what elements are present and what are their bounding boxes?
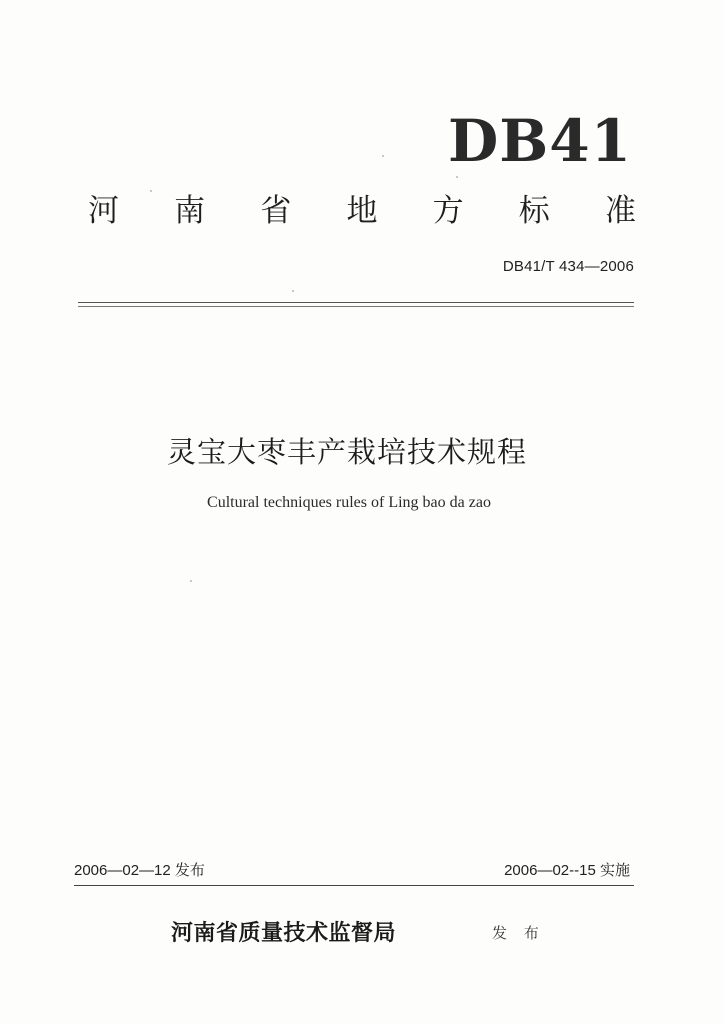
category-char: 标 bbox=[518, 193, 550, 229]
standard-category bbox=[88, 193, 636, 229]
document-title-chinese: 灵宝大枣丰产栽培技术规程 bbox=[166, 435, 527, 469]
standard-logo: DB41 bbox=[447, 107, 632, 175]
category-char: 准 bbox=[604, 193, 636, 229]
category-char: 河 bbox=[88, 193, 119, 229]
publish-label: 发 布 bbox=[492, 924, 545, 942]
scan-speck bbox=[190, 580, 192, 582]
document-title-english: Cultural techniques rules of Ling bao da zao bbox=[207, 494, 491, 511]
scan-speck bbox=[382, 155, 384, 157]
issuing-authority: 河南省质量技术监督局 bbox=[171, 920, 397, 946]
implementation-date: 2006—02--15 实施 bbox=[504, 862, 630, 879]
category-char: 地 bbox=[346, 193, 378, 229]
scan-speck bbox=[150, 190, 152, 192]
issue-date: 2006—02—12 发布 bbox=[74, 862, 205, 879]
header-divider bbox=[78, 302, 634, 307]
scan-speck bbox=[456, 176, 458, 178]
standard-number: DB41/T 434—2006 bbox=[502, 258, 634, 275]
category-char: 省 bbox=[260, 193, 292, 229]
category-char: 方 bbox=[432, 193, 464, 229]
footer-divider bbox=[74, 885, 634, 886]
category-char: 南 bbox=[174, 193, 206, 229]
scan-speck bbox=[292, 290, 294, 292]
